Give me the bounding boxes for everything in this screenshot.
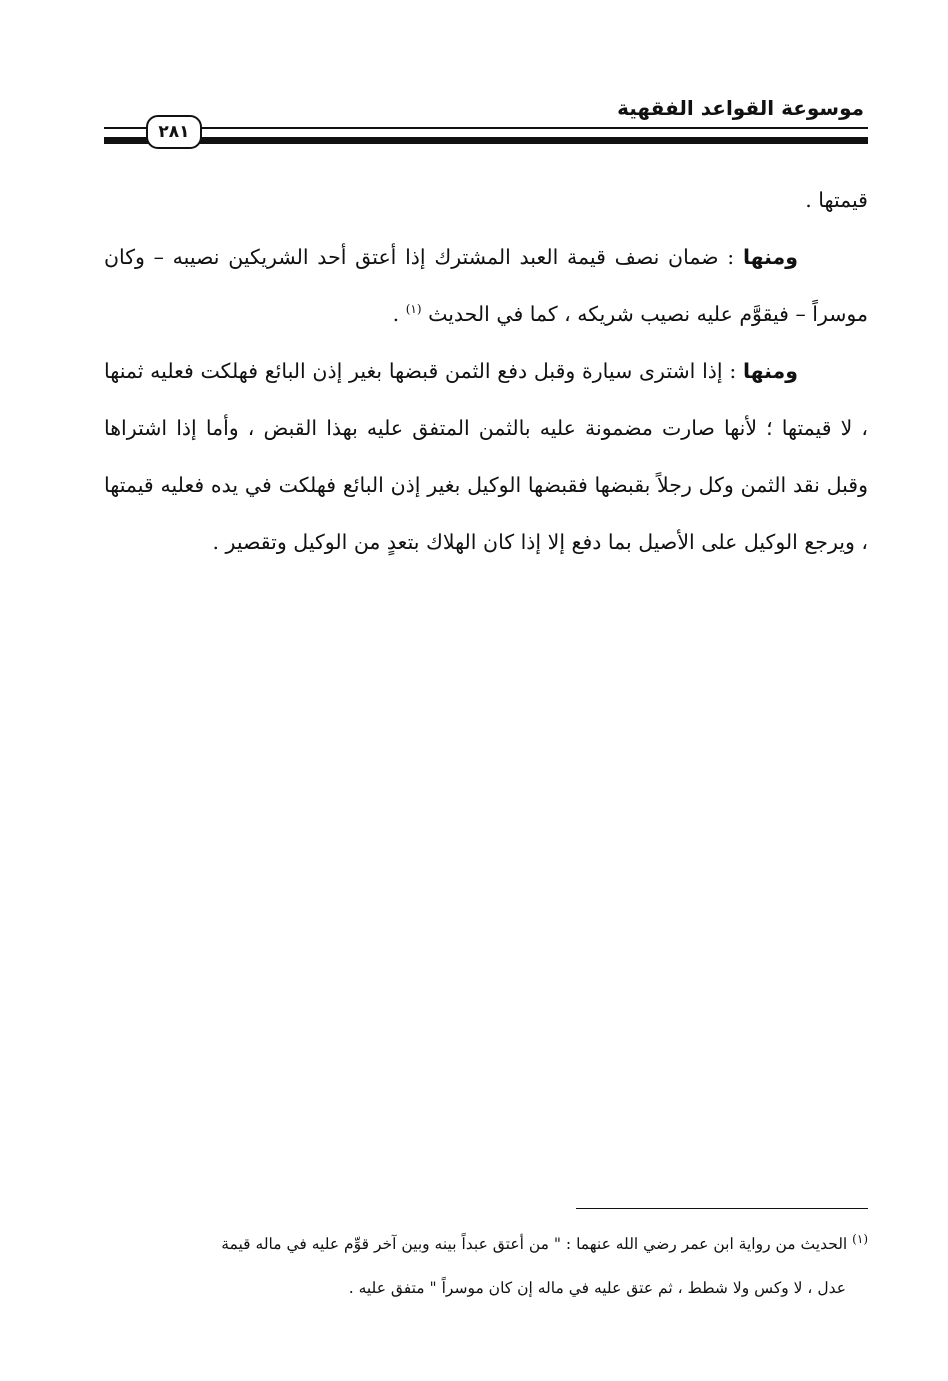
- paragraph-example-2: [104, 343, 868, 571]
- footnote-line: [104, 1222, 868, 1266]
- header-rule-thin: [104, 127, 868, 129]
- footnote-separator: [576, 1208, 868, 1209]
- footnote-marker: (١): [852, 1231, 868, 1246]
- footnote: [104, 1222, 868, 1310]
- footnote-reference[interactable]: (١): [405, 302, 422, 317]
- paragraph-lead-word: ومنها: [742, 245, 798, 269]
- footnote-continuation: عدل ، لا وكس ولا شطط ، ثم عتق عليه في ماله إن كان موسراً " متفق عليه .: [348, 1279, 846, 1297]
- paragraph-text: : ضمان نصف قيمة العبد المشترك إذا أعتق أحد الشريكين نصيبه – وكان موسراً – فيقوَّم عليه نصيب شريكه ، كما في الحديث: [104, 245, 868, 326]
- footnote-text: الحديث من رواية ابن عمر رضي الله عنهما : " من أعتق عبداً بينه وبين آخر قوِّم عليه في ماله قيمة: [221, 1235, 853, 1253]
- header-rule-thick: [104, 137, 868, 144]
- paragraph-text: : إذا اشترى سيارة وقبل دفع الثمن قبضها بغير إذن البائع فهلكت فعليه ثمنها ، لا قيمتها ؛ لأنها صارت مضمونة عليه بالثمن المتفق عليه بهذا القبض ، وأما إذا اشتراها وقبل نقد الثمن وكل رجلاً بقبضها فقبضها الوكيل بغير إذن البائع فهلكت في يده فعليه قيمتها ، ويرجع الوكيل على الأصيل بما دفع إلا إذا كان الهلاك بتعدٍ من الوكيل وتقصير .: [104, 359, 868, 554]
- main-text: [104, 172, 868, 571]
- page-number-badge: ٢٨١: [146, 115, 202, 149]
- paragraph-continuation: قيمتها .: [805, 188, 868, 212]
- running-header-title: موسوعة القواعد الفقهية: [617, 96, 864, 120]
- paragraph-example-1: [104, 229, 868, 343]
- paragraph-tail: .: [392, 302, 406, 326]
- paragraph-lead-word: ومنها: [742, 359, 798, 383]
